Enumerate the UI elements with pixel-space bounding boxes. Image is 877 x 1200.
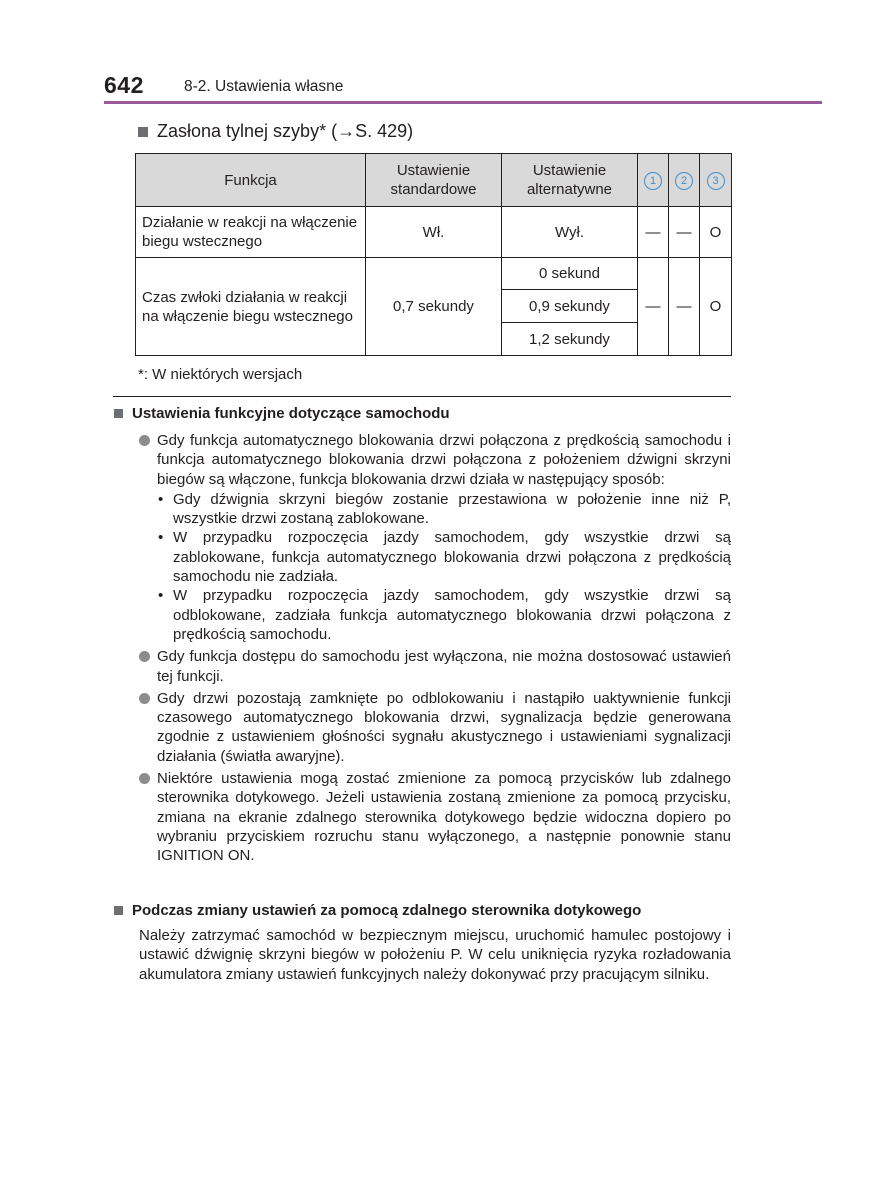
round-bullet-icon <box>139 773 150 784</box>
row2-c1: — <box>638 258 669 356</box>
small-bullet-icon: • <box>158 490 164 508</box>
table-row <box>136 258 732 290</box>
round-bullet-icon <box>139 693 150 704</box>
bullet-2-text: Gdy funkcja dostępu do samochodu jest wyłączona, nie można dostosować ustawień tej funkcji. <box>157 648 731 685</box>
sub-2-text: W przypadku rozpoczęcia jazdy samochodem, gdy wszystkie drzwi są zablokowane, funkcja automatycznego blokowania drzwi połączona z prędkością samochodu nie zadziała. <box>173 529 731 586</box>
heading-text: Zasłona tylnej szyby* (→S. 429) <box>157 121 414 141</box>
sub-1-text: Gdy dźwignia skrzyni biegów zostanie przestawiona w położenie inne niż P, wszystkie drzwi zostaną zablokowane. <box>173 490 731 528</box>
table-row <box>136 207 732 258</box>
sub-list-item <box>158 528 731 586</box>
section1-bullets <box>139 431 731 869</box>
small-bullet-icon: • <box>158 529 164 547</box>
row2-alt-1: 0 sekund <box>502 258 638 290</box>
footnote: *: W niektórych wersjach <box>138 366 303 383</box>
row1-c2: — <box>669 207 700 258</box>
list-item <box>139 769 731 865</box>
bullet-1-text: Gdy funkcja automatycznego blokowania drzwi połączona z prędkością samochodu i funkcja automatycznego blokowania drzwi połączona z położeniem dźwigni skrzyni biegów są włączone, funkcja blokowania drzwi działa w następujący sposób: <box>157 432 731 488</box>
list-item <box>139 689 731 766</box>
col-circle-2 <box>669 154 700 207</box>
square-bullet-icon <box>138 127 148 137</box>
bullet-4-text: Niektóre ustawienia mogą zostać zmienione za pomocą przycisków lub zdalnego sterownika dotykowego. Jeżeli ustawienia zostaną zmienione za pomocą przycisku, zmiana na ekranie zdalnego sterownika dotykowego będzie widoczna dopiero po wybraniu przyciskiem rozruchu stanu wyłączonego, a następnie ponownie stanu IGNITION ON. <box>157 770 731 865</box>
row1-c3: O <box>700 207 732 258</box>
section2-heading <box>114 902 641 919</box>
divider <box>113 396 731 397</box>
row2-alt-2: 0,9 sekundy <box>502 290 638 323</box>
square-bullet-icon <box>114 409 123 418</box>
sub-list-item <box>158 586 731 644</box>
col-circle-1 <box>638 154 669 207</box>
list-item <box>139 647 731 686</box>
section1-title: Ustawienia funkcyjne dotyczące samochodu <box>132 405 450 422</box>
row2-default: 0,7 sekundy <box>366 258 502 356</box>
small-bullet-icon: • <box>158 587 164 605</box>
row2-c2: — <box>669 258 700 356</box>
page-number: 642 <box>104 72 144 98</box>
table-header-row <box>136 154 732 207</box>
row1-default: Wł. <box>366 207 502 258</box>
row1-function: Działanie w reakcji na włączenie biegu wstecznego <box>136 207 366 258</box>
section2-text: Należy zatrzymać samochód w bezpiecznym miejscu, uruchomić hamulec postojowy i ustawić dźwignię skrzyni biegów w położeniu P. W celu uniknięcia ryzyka rozładowania akumulatora zmiany ustawień funkcyjnych należy dokonywać przy pracującym silniku. <box>139 927 731 983</box>
round-bullet-icon <box>139 651 150 662</box>
row2-alt-3: 1,2 sekundy <box>502 323 638 356</box>
col-circle-3 <box>700 154 732 207</box>
row2-c3: O <box>700 258 732 356</box>
row2-function: Czas zwłoki działania w reakcji na włączenie biegu wstecznego <box>136 258 366 356</box>
sub-list-item <box>158 490 731 529</box>
round-bullet-icon <box>139 435 150 446</box>
rear-shade-heading <box>138 121 413 142</box>
list-item <box>139 431 731 489</box>
col-function: Funkcja <box>136 154 366 207</box>
row1-c1: — <box>638 207 669 258</box>
section1-heading <box>114 405 450 422</box>
square-bullet-icon <box>114 906 123 915</box>
col-default: Ustawienie standardowe <box>366 154 502 207</box>
section2-title: Podczas zmiany ustawień za pomocą zdalnego sterownika dotykowego <box>132 902 642 919</box>
sub-3-text: W przypadku rozpoczęcia jazdy samochodem, gdy wszystkie drzwi są odblokowane, zadziała funkcja automatycznego blokowania drzwi połączona z prędkością samochodu. <box>173 587 731 643</box>
bullet-3-text: Gdy drzwi pozostają zamknięte po odblokowaniu i nastąpiło uaktywnienie funkcji czasowego automatycznego blokowania drzwi, sygnalizacja będzie generowana zgodnie z ustawieniem głośności sygnału akustycznego i ustawieniami sygnalizacji działania (światła awaryjne). <box>157 689 731 765</box>
circle-3-icon: 3 <box>707 172 725 190</box>
header-rule <box>104 101 822 104</box>
circle-2-icon: 2 <box>675 172 693 190</box>
row1-alternative: Wył. <box>502 207 638 258</box>
circle-1-icon: 1 <box>644 172 662 190</box>
section-title: 8-2. Ustawienia własne <box>184 78 344 95</box>
col-alternative: Ustawienie alternatywne <box>502 154 638 207</box>
settings-table <box>135 153 732 356</box>
